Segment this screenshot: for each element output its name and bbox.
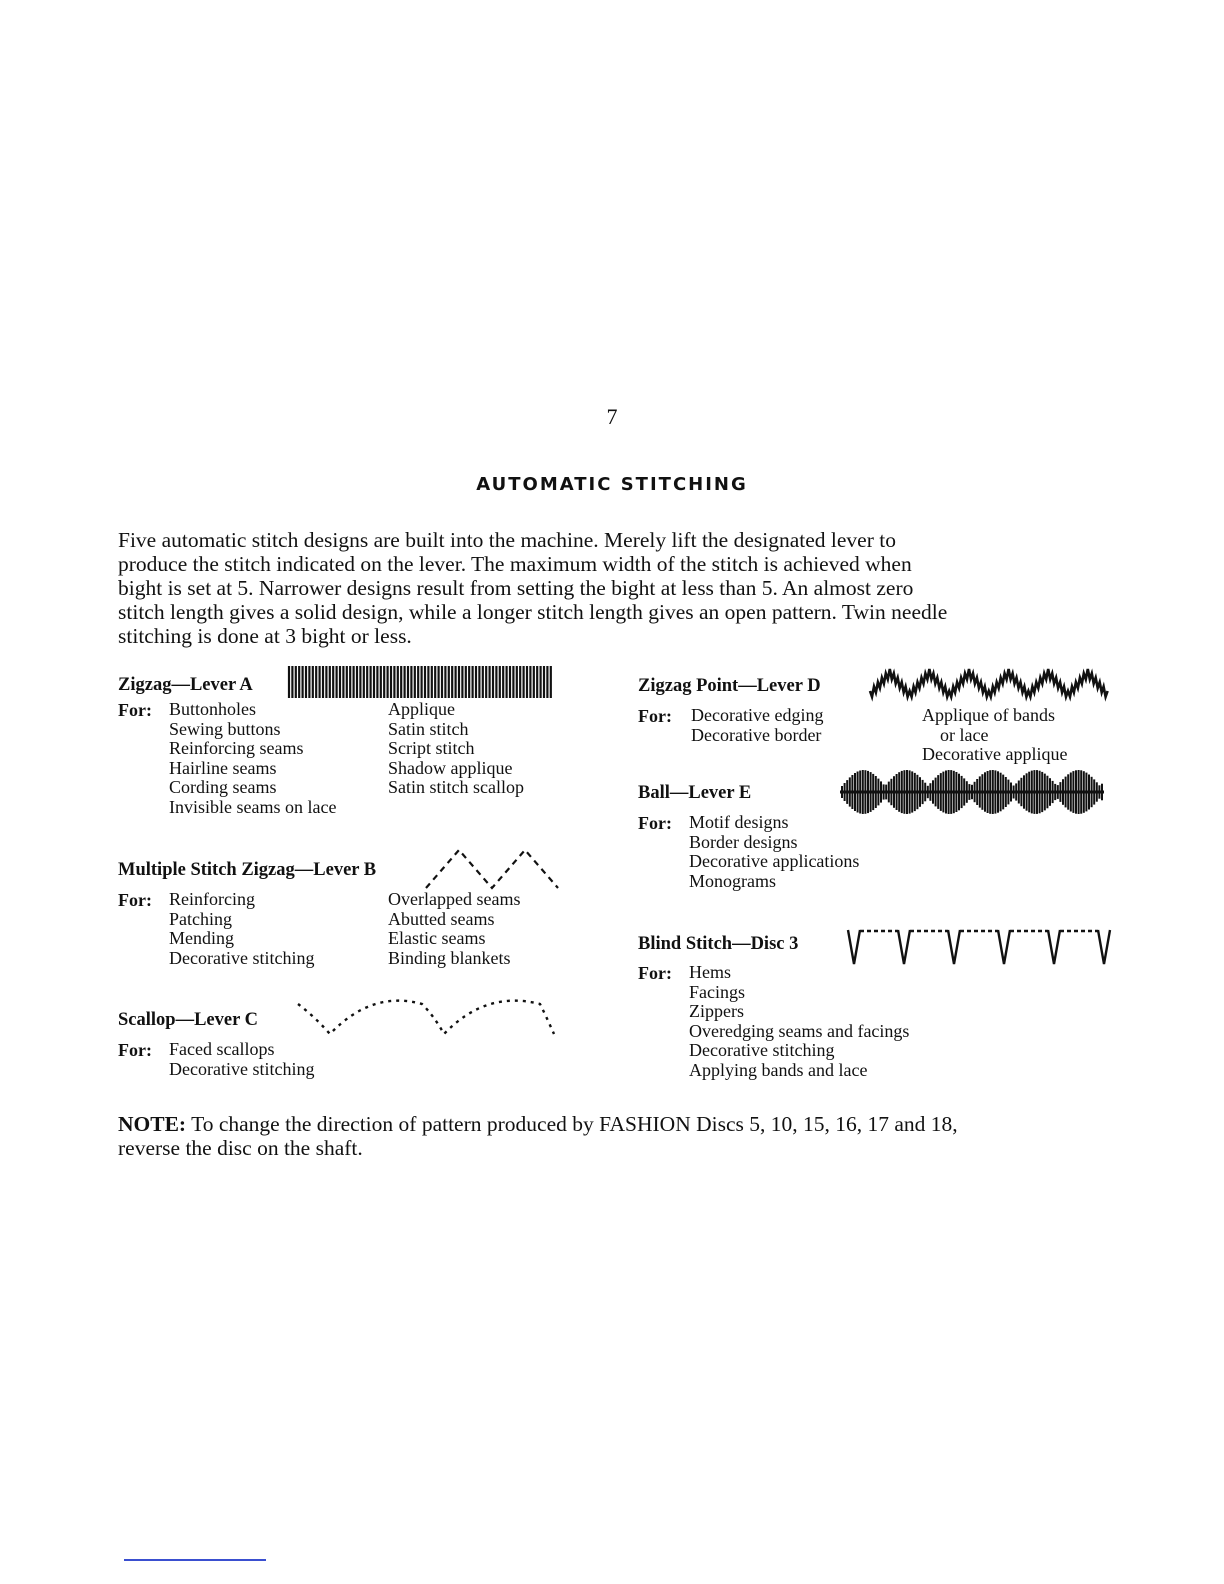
stitch-title-ball: Ball—Lever E [638,783,752,803]
intro-line: stitch length gives a solid design, while a longer stitch length gives an open pattern. Twin needle [118,600,948,624]
list-item: Abutted seams [388,908,495,929]
intro-line: bight is set at 5. Narrower designs result from setting the bight at less than 5. An almost zero [118,576,914,600]
for-label: For: [118,890,152,910]
intro-line: produce the stitch indicated on the lever. The maximum width of the stitch is achieved when [118,552,912,576]
uses-list-multiple-zigzag-2 [388,890,520,968]
list-item: Buttonholes [169,699,257,719]
list-item: Binding blankets [388,947,511,968]
uses-list-ball [689,813,859,891]
list-item: Hems [689,962,731,982]
page-number: 7 [606,404,618,429]
note-text: To change the direction of pattern produced by FASHION Discs 5, 10, 15, 16, 17 and 18, [191,1112,958,1136]
intro-line: stitching is done at 3 bight or less. [118,624,412,648]
list-item: Reinforcing [169,889,255,909]
uses-list-zigzag-2 [388,700,524,798]
for-label: For: [638,813,672,833]
uses-list-multiple-zigzag-1 [169,890,314,968]
list-item: Script stitch [388,738,475,758]
stitch-title-zigzag: Zigzag—Lever A [118,675,253,695]
page-heading: AUTOMATIC STITCHING [476,474,748,495]
intro-line: Five automatic stitch designs are built into the machine. Merely lift the designated lever to [118,528,896,552]
satin-zigzag-icon [287,664,553,700]
uses-list-blind-stitch [689,963,909,1080]
list-item: Hairline seams [169,757,277,778]
stitch-title-blind-stitch: Blind Stitch—Disc 3 [638,934,799,954]
uses-list-scallop [169,1040,314,1079]
list-item: Decorative stitching [169,1058,315,1079]
stitch-title-zigzag-point: Zigzag Point—Lever D [638,676,821,696]
note-paragraph [118,1112,1103,1160]
list-item: Decorative applique [922,744,1068,764]
list-item: Decorative applications [689,851,860,871]
list-item: Decorative stitching [169,947,315,968]
list-item: Shadow applique [388,757,513,778]
list-item: or lace [940,724,989,745]
list-item: Applique of bands [922,705,1055,725]
zigzag-point-icon [868,666,1108,704]
list-item: Zippers [689,1001,744,1021]
list-item: Decorative stitching [689,1040,835,1060]
ball-stitch-icon [840,770,1104,814]
list-item: Overlapped seams [388,889,521,909]
list-item: Monograms [689,870,776,891]
uses-list-zigzag-point-1 [691,706,823,745]
uses-list-zigzag-1 [169,700,336,817]
list-item: Decorative edging [691,705,824,725]
blind-stitch-icon [842,928,1106,968]
list-item: Applique [388,699,455,719]
for-label: For: [118,1040,152,1060]
note-text: reverse the disc on the shaft. [118,1136,363,1160]
list-item: Mending [169,928,234,948]
stitch-title-multiple-zigzag: Multiple Stitch Zigzag—Lever B [118,860,377,880]
footer-rule [124,1559,266,1561]
list-item: Overedging seams and facings [689,1020,910,1041]
multiple-zigzag-icon [424,848,560,890]
note-label: NOTE: [118,1112,187,1136]
list-item: Sewing buttons [169,718,281,739]
uses-list-zigzag-point-2 [922,706,1067,765]
scallop-icon [294,996,558,1038]
list-item: Invisible seams on lace [169,796,337,817]
list-item: Patching [169,908,232,929]
intro-paragraph [118,528,1103,648]
list-item: Elastic seams [388,928,486,948]
list-item: Satin stitch [388,718,469,739]
list-item: Cording seams [169,777,277,797]
list-item: Motif designs [689,812,789,832]
list-item: Faced scallops [169,1039,275,1059]
list-item: Border designs [689,831,798,852]
for-label: For: [118,700,152,720]
for-label: For: [638,706,672,726]
stitch-title-scallop: Scallop—Lever C [118,1010,258,1030]
list-item: Satin stitch scallop [388,777,524,797]
list-item: Applying bands and lace [689,1059,868,1080]
list-item: Reinforcing seams [169,738,304,758]
list-item: Facings [689,981,745,1002]
list-item: Decorative border [691,724,822,745]
for-label: For: [638,963,672,983]
